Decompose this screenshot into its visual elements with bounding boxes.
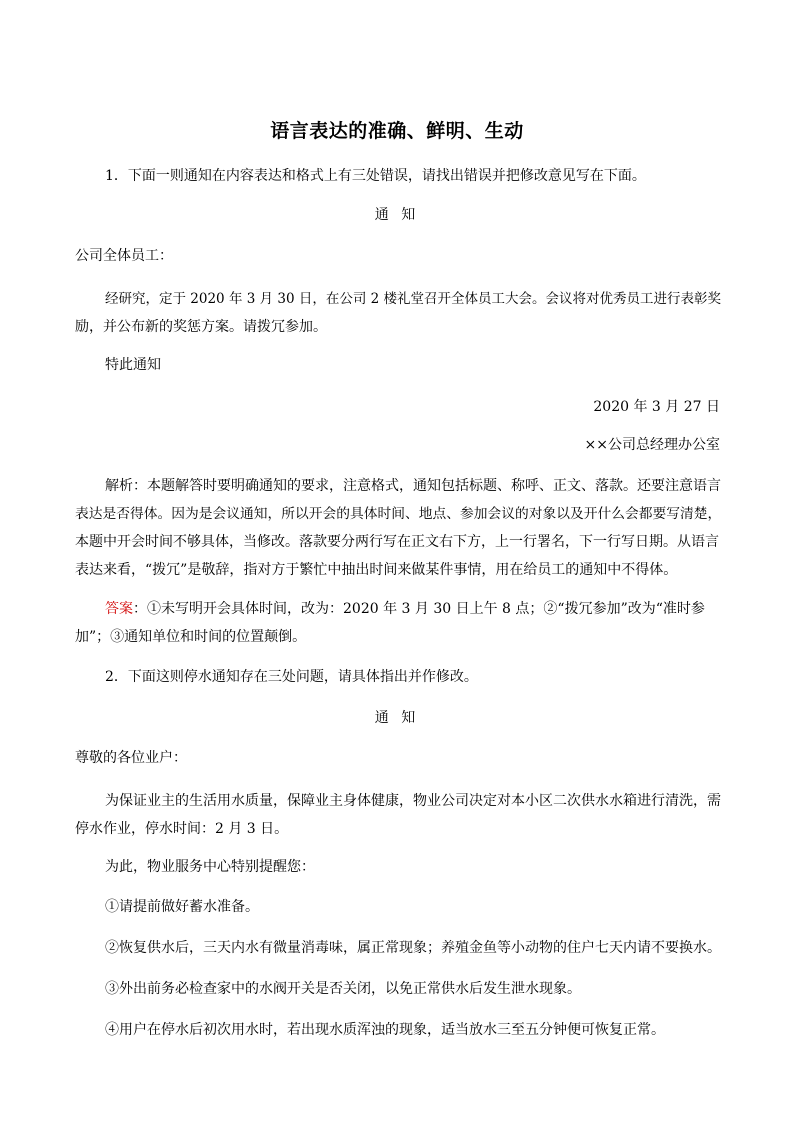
notice-1-title: 通 知 [374, 207, 420, 223]
answer-text: ：①未写明开会具体时间，改为：2020 年 3 月 30 日上午 8 点；②“拨冗参加”改为“准时参 [133, 601, 705, 617]
question-2: 2．下面这则停水通知存在三处问题，请具体指出并作修改。 [105, 669, 478, 685]
answer-line-2: 加”；③通知单位和时间的位置颠倒。 [75, 629, 307, 645]
notice-1-salutation: 公司全体员工： [75, 248, 173, 264]
notice-1-body-line-2: 励，并公布新的奖惩方案。请拨冗参加。 [75, 319, 327, 335]
notice-2-body-line-2: 停水作业，停水时间：2 月 3 日。 [75, 821, 289, 837]
document-title: 语言表达的准确、鲜明、生动 [270, 120, 524, 142]
analysis-line-2: 表达是否得体。因为是会议通知，所以开会的具体时间、地点、参加会议的对象以及开什么会都要写清楚， [75, 506, 722, 522]
notice-1-closing: 特此通知 [105, 357, 161, 373]
notice-2-item-3: ③外出前务必检查家中的水阀开关是否关闭，以免正常供水后发生泄水现象。 [105, 981, 581, 997]
analysis-line-3: 本题中开会时间不够具体，当修改。落款要分两行写在正文右下方，上一行署名，下一行写日期。从语言 [75, 534, 719, 550]
notice-2-item-1: ①请提前做好蓄水准备。 [105, 899, 259, 915]
notice-2-remind: 为此，物业服务中心特别提醒您： [105, 859, 315, 875]
answer-label: 答案 [105, 601, 133, 617]
notice-1-signature: ××公司总经理办公室 [584, 437, 720, 453]
notice-2-item-4: ④用户在停水后初次用水时，若出现水质浑浊的现象，适当放水三至五分钟便可恢复正常。 [105, 1022, 665, 1038]
notice-2-item-2: ②恢复供水后，三天内水有微量消毒味，属正常现象；养殖金鱼等小动物的住户七天内请不要换水。 [105, 940, 721, 956]
notice-2-title: 通 知 [374, 710, 420, 726]
question-1: 1．下面一则通知在内容表达和格式上有三处错误，请找出错误并把修改意见写在下面。 [105, 168, 646, 184]
notice-1-body-line-1: 经研究，定于 2020 年 3 月 30 日，在公司 2 楼礼堂召开全体员工大会。会议将对优秀员工进行表彰奖 [105, 291, 722, 307]
analysis-line-4: 表达来看，“拨冗”是敬辞，指对方于繁忙中抽出时间来做某件事情，用在给员工的通知中不得体。 [75, 562, 678, 578]
analysis-line-1: 解析：本题解答时要明确通知的要求，注意格式，通知包括标题、称呼、正文、落款。还要注意语言 [105, 478, 721, 494]
notice-1-date: 2020 年 3 月 27 日 [593, 399, 720, 415]
notice-2-salutation: 尊敬的各位业户： [75, 750, 187, 766]
notice-2-body-line-1: 为保证业主的生活用水质量，保障业主身体健康，物业公司决定对本小区二次供水水箱进行清洗，需 [105, 793, 721, 809]
answer-line-1 [105, 595, 720, 623]
